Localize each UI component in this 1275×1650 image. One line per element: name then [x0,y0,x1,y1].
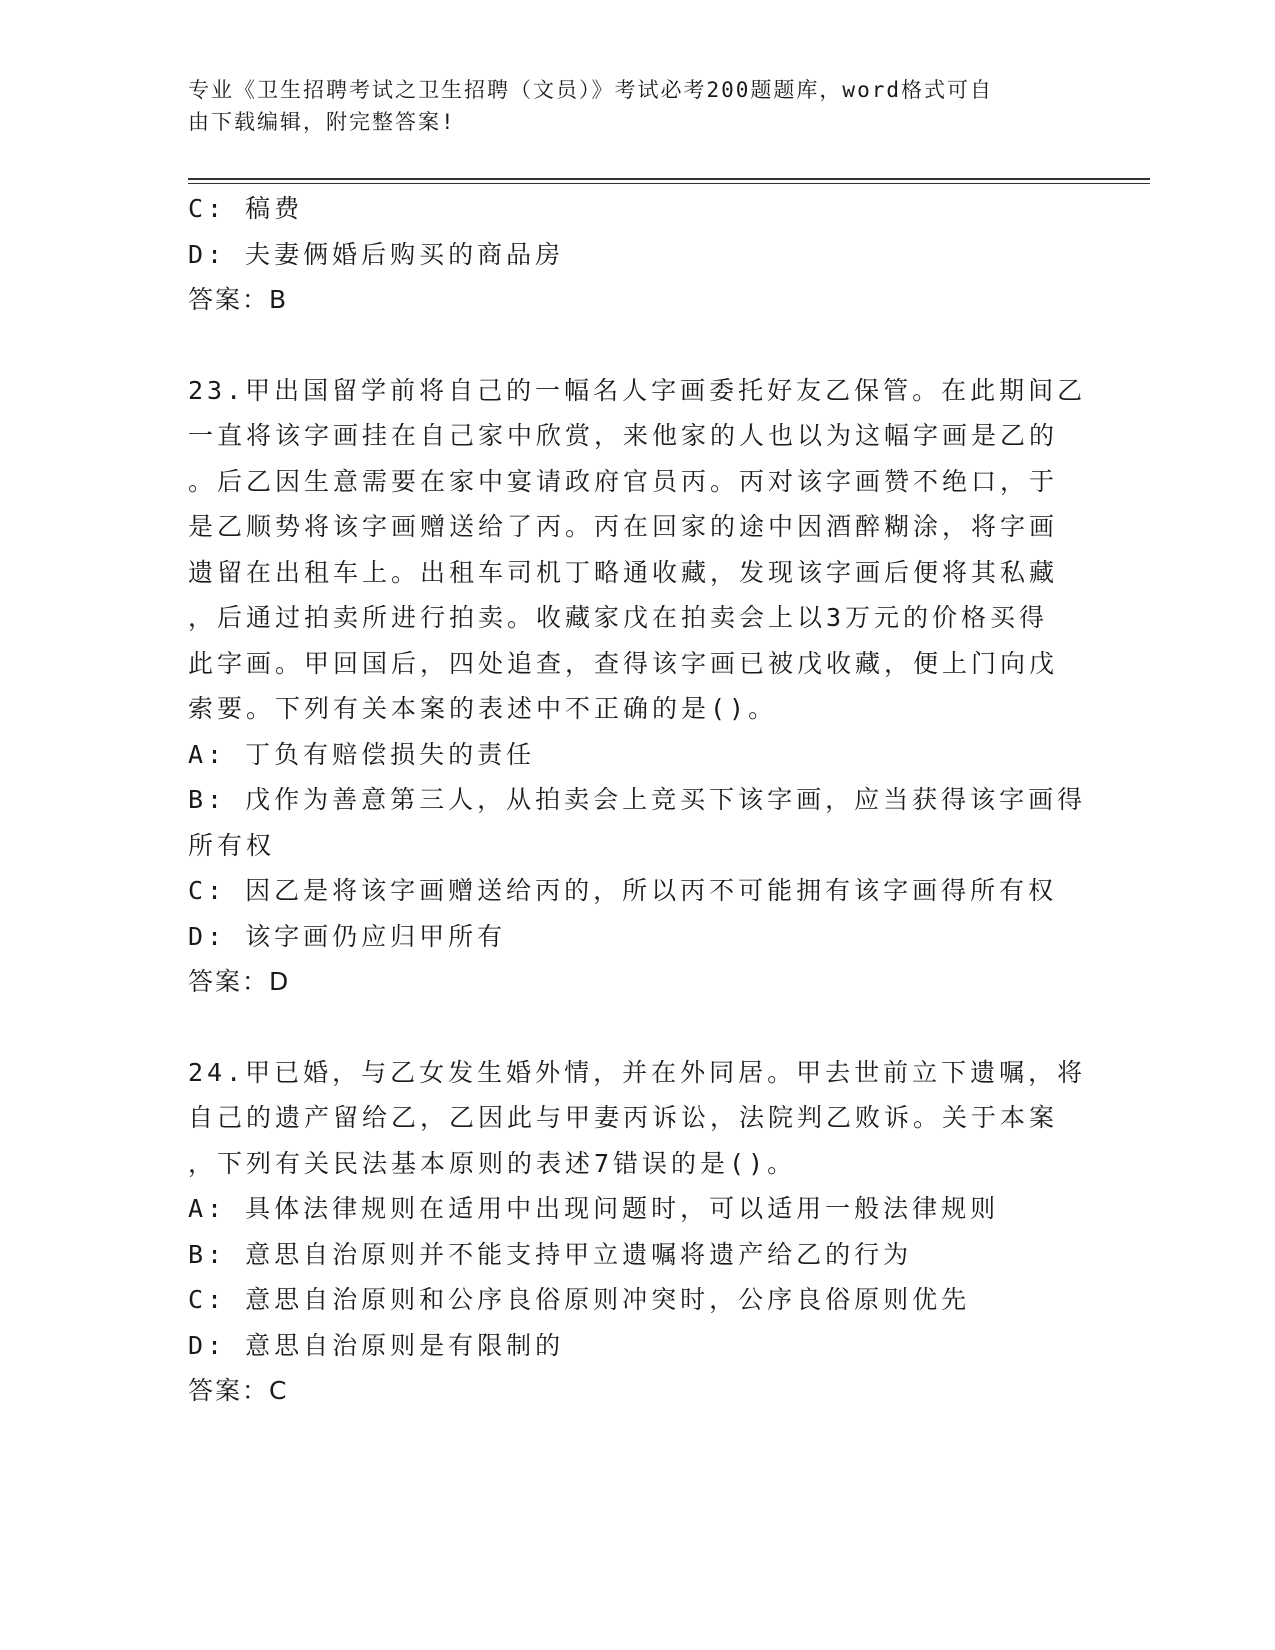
question-stem-line: 。后乙因生意需要在家中宴请政府官员丙。丙对该字画赞不绝口，于 [188,466,1059,496]
option-a: A: 具体法律规则在适用中出现问题时，可以适用一般法律规则 [188,1194,1000,1223]
option-b: B: 意思自治原则并不能支持甲立遗嘱将遗产给乙的行为 [188,1239,913,1269]
header-divider [188,178,1150,184]
question-22 [188,186,1088,323]
question-stem-line: 是乙顺势将该字画赠送给了丙。丙在回家的途中因酒醉糊涂，将字画 [188,512,1059,541]
page-header [188,74,1068,138]
option-c: C: 因乙是将该字画赠送给丙的，所以丙不可能拥有该字画得所有权 [188,876,1058,905]
question-stem-line: 索要。下列有关本案的表述中不正确的是()。 [188,694,778,723]
question-stem-line: ，下列有关民法基本原则的表述7错误的是()。 [188,1148,797,1178]
option-c: C: 稿费 [188,194,304,223]
option-c: C: 意思自治原则和公序良俗原则冲突时，公序良俗原则优先 [188,1285,971,1314]
answer: 答案：B [188,285,289,314]
header-line-2: 由下载编辑，附完整答案! [188,110,456,134]
option-d: D: 该字画仍应归甲所有 [188,921,507,951]
option-b-continued: 所有权 [188,830,276,860]
question-stem-line: 一直将该字画挂在自己家中欣赏，来他家的人也以为这幅字画是乙的 [188,421,1059,450]
question-stem-line: ，后通过拍卖所进行拍卖。收藏家戊在拍卖会上以3万元的价格买得 [188,603,1049,632]
question-stem-line: 自己的遗产留给乙，乙因此与甲妻丙诉讼，法院判乙败诉。关于本案 [188,1103,1059,1132]
document-body [188,186,1088,1414]
question-stem-line: 23.甲出国留学前将自己的一幅名人字画委托好友乙保管。在此期间乙 [188,375,1087,405]
answer: 答案：C [188,1376,289,1405]
header-line-1: 专业《卫生招聘考试之卫生招聘（文员）》考试必考200题题库，word格式可自 [188,78,993,102]
option-d: D: 意思自治原则是有限制的 [188,1330,565,1360]
option-b: B: 戊作为善意第三人，从拍卖会上竞买下该字画，应当获得该字画得 [188,785,1087,814]
question-stem-line: 遗留在出租车上。出租车司机丁略通收藏，发现该字画后便将其私藏 [188,557,1059,587]
answer: 答案：D [188,967,291,996]
question-stem-line: 此字画。甲回国后，四处追查，查得该字画已被戊收藏，便上门向戊 [188,648,1059,678]
question-24 [188,1050,1088,1414]
option-d: D: 夫妻俩婚后购买的商品房 [188,239,565,269]
option-a: A: 丁负有赔偿损失的责任 [188,739,536,769]
question-23 [188,368,1088,1005]
question-stem-line: 24.甲已婚，与乙女发生婚外情，并在外同居。甲去世前立下遗嘱，将 [188,1057,1087,1087]
